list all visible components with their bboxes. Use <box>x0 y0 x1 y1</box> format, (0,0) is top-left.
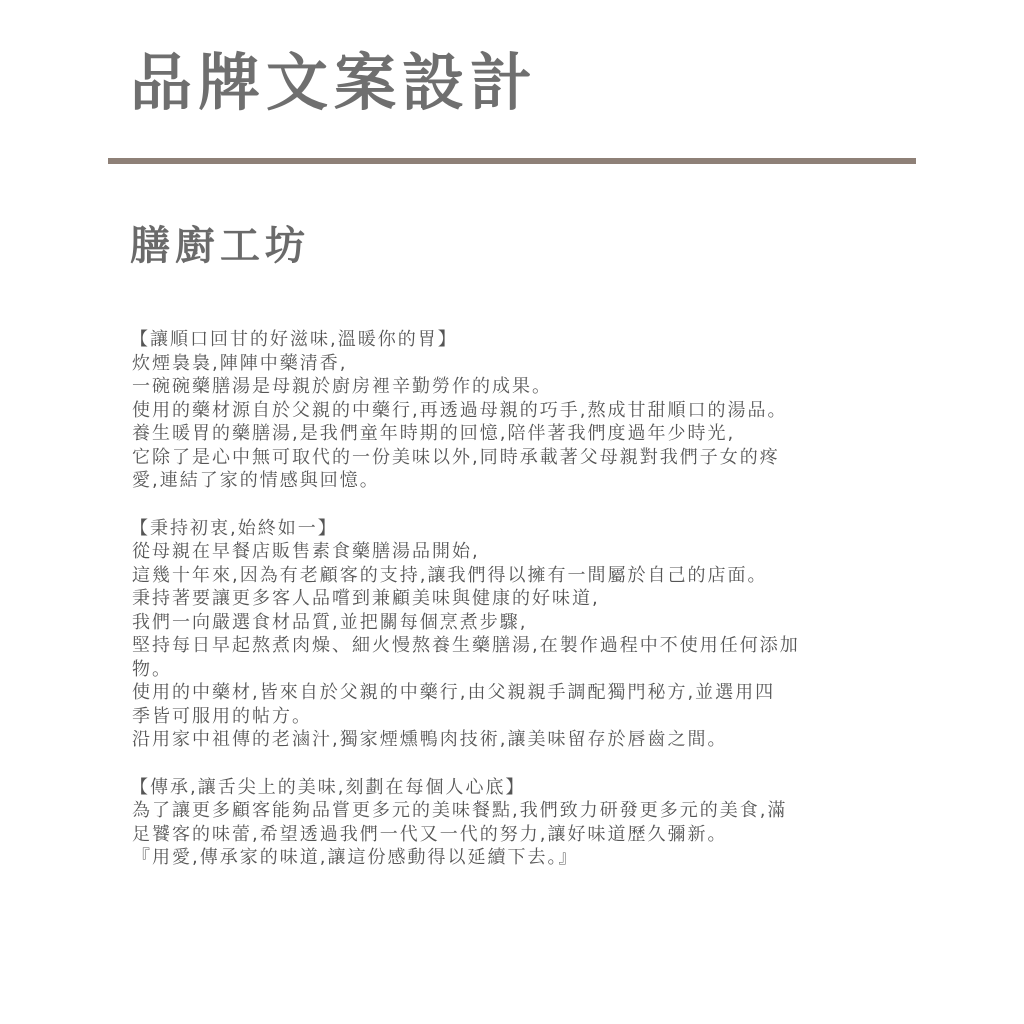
copy-section-heritage <box>132 776 902 870</box>
paragraph-line: 愛,連結了家的情感與回憶。 <box>132 470 380 491</box>
paragraph-line: 沿用家中祖傳的老滷汁,獨家煙燻鴨肉技術,讓美味留存於唇齒之間。 <box>132 729 728 750</box>
page-title: 品牌文案設計 <box>130 46 539 119</box>
brand-copy <box>132 328 902 894</box>
title-divider <box>108 158 916 164</box>
paragraph-line: 它除了是心中無可取代的一份美味以外,同時承載著父母親對我們子女的疼 <box>132 446 780 468</box>
paragraph-line: 從母親在早餐店販售素食藥膳湯品開始, <box>132 541 480 562</box>
paragraph-line: 堅持每日早起熬煮肉燥、細火慢熬養生藥膳湯,在製作過程中不使用任何添加 <box>132 635 800 656</box>
paragraph-line: 足饕客的味蕾,希望透過我們一代又一代的努力,讓好味道歷久彌新。 <box>132 823 728 845</box>
brand-name: 膳廚工坊 <box>130 223 310 269</box>
paragraph-line: 季皆可服用的帖方。 <box>132 705 312 727</box>
paragraph-line: 我們一向嚴選食材品質,並把關每個烹煮步驟, <box>132 611 528 633</box>
paragraph-line: 這幾十年來,因為有老顧客的支持,讓我們得以擁有一間屬於自己的店面。 <box>132 564 768 586</box>
paragraph-line: 炊煙裊裊,陣陣中藥清香, <box>132 352 348 374</box>
paragraph-line: 使用的藥材源自於父親的中藥行,再透過母親的巧手,熬成甘甜順口的湯品。 <box>132 399 788 421</box>
paragraph-line: 物。 <box>132 658 172 680</box>
paragraph-line: 使用的中藥材,皆來自於父親的中藥行,由父親親手調配獨門秘方,並選用四 <box>132 682 776 703</box>
section-heading: 【傳承,讓舌尖上的美味,刻劃在每個人心底】 <box>130 776 526 798</box>
copy-section-taste <box>132 328 902 493</box>
paragraph-line: 秉持著要讓更多客人品嚐到兼顧美味與健康的好味道, <box>132 588 600 609</box>
copy-section-origin <box>132 517 902 752</box>
paragraph-line: 為了讓更多顧客能夠品嘗更多元的美味餐點,我們致力研發更多元的美食,滿 <box>132 800 788 821</box>
section-heading: 【讓順口回甘的好滋味,溫暖你的胃】 <box>130 329 458 350</box>
paragraph-line: 一碗碗藥膳湯是母親於廚房裡辛勤勞作的成果。 <box>132 376 552 397</box>
section-heading: 【秉持初衷,始終如一】 <box>130 517 338 539</box>
paragraph-line: 養生暖胃的藥膳湯,是我們童年時期的回憶,陪伴著我們度過年少時光, <box>132 423 736 444</box>
paragraph-line: 『用愛,傳承家的味道,讓這份感動得以延續下去。』 <box>132 847 579 868</box>
